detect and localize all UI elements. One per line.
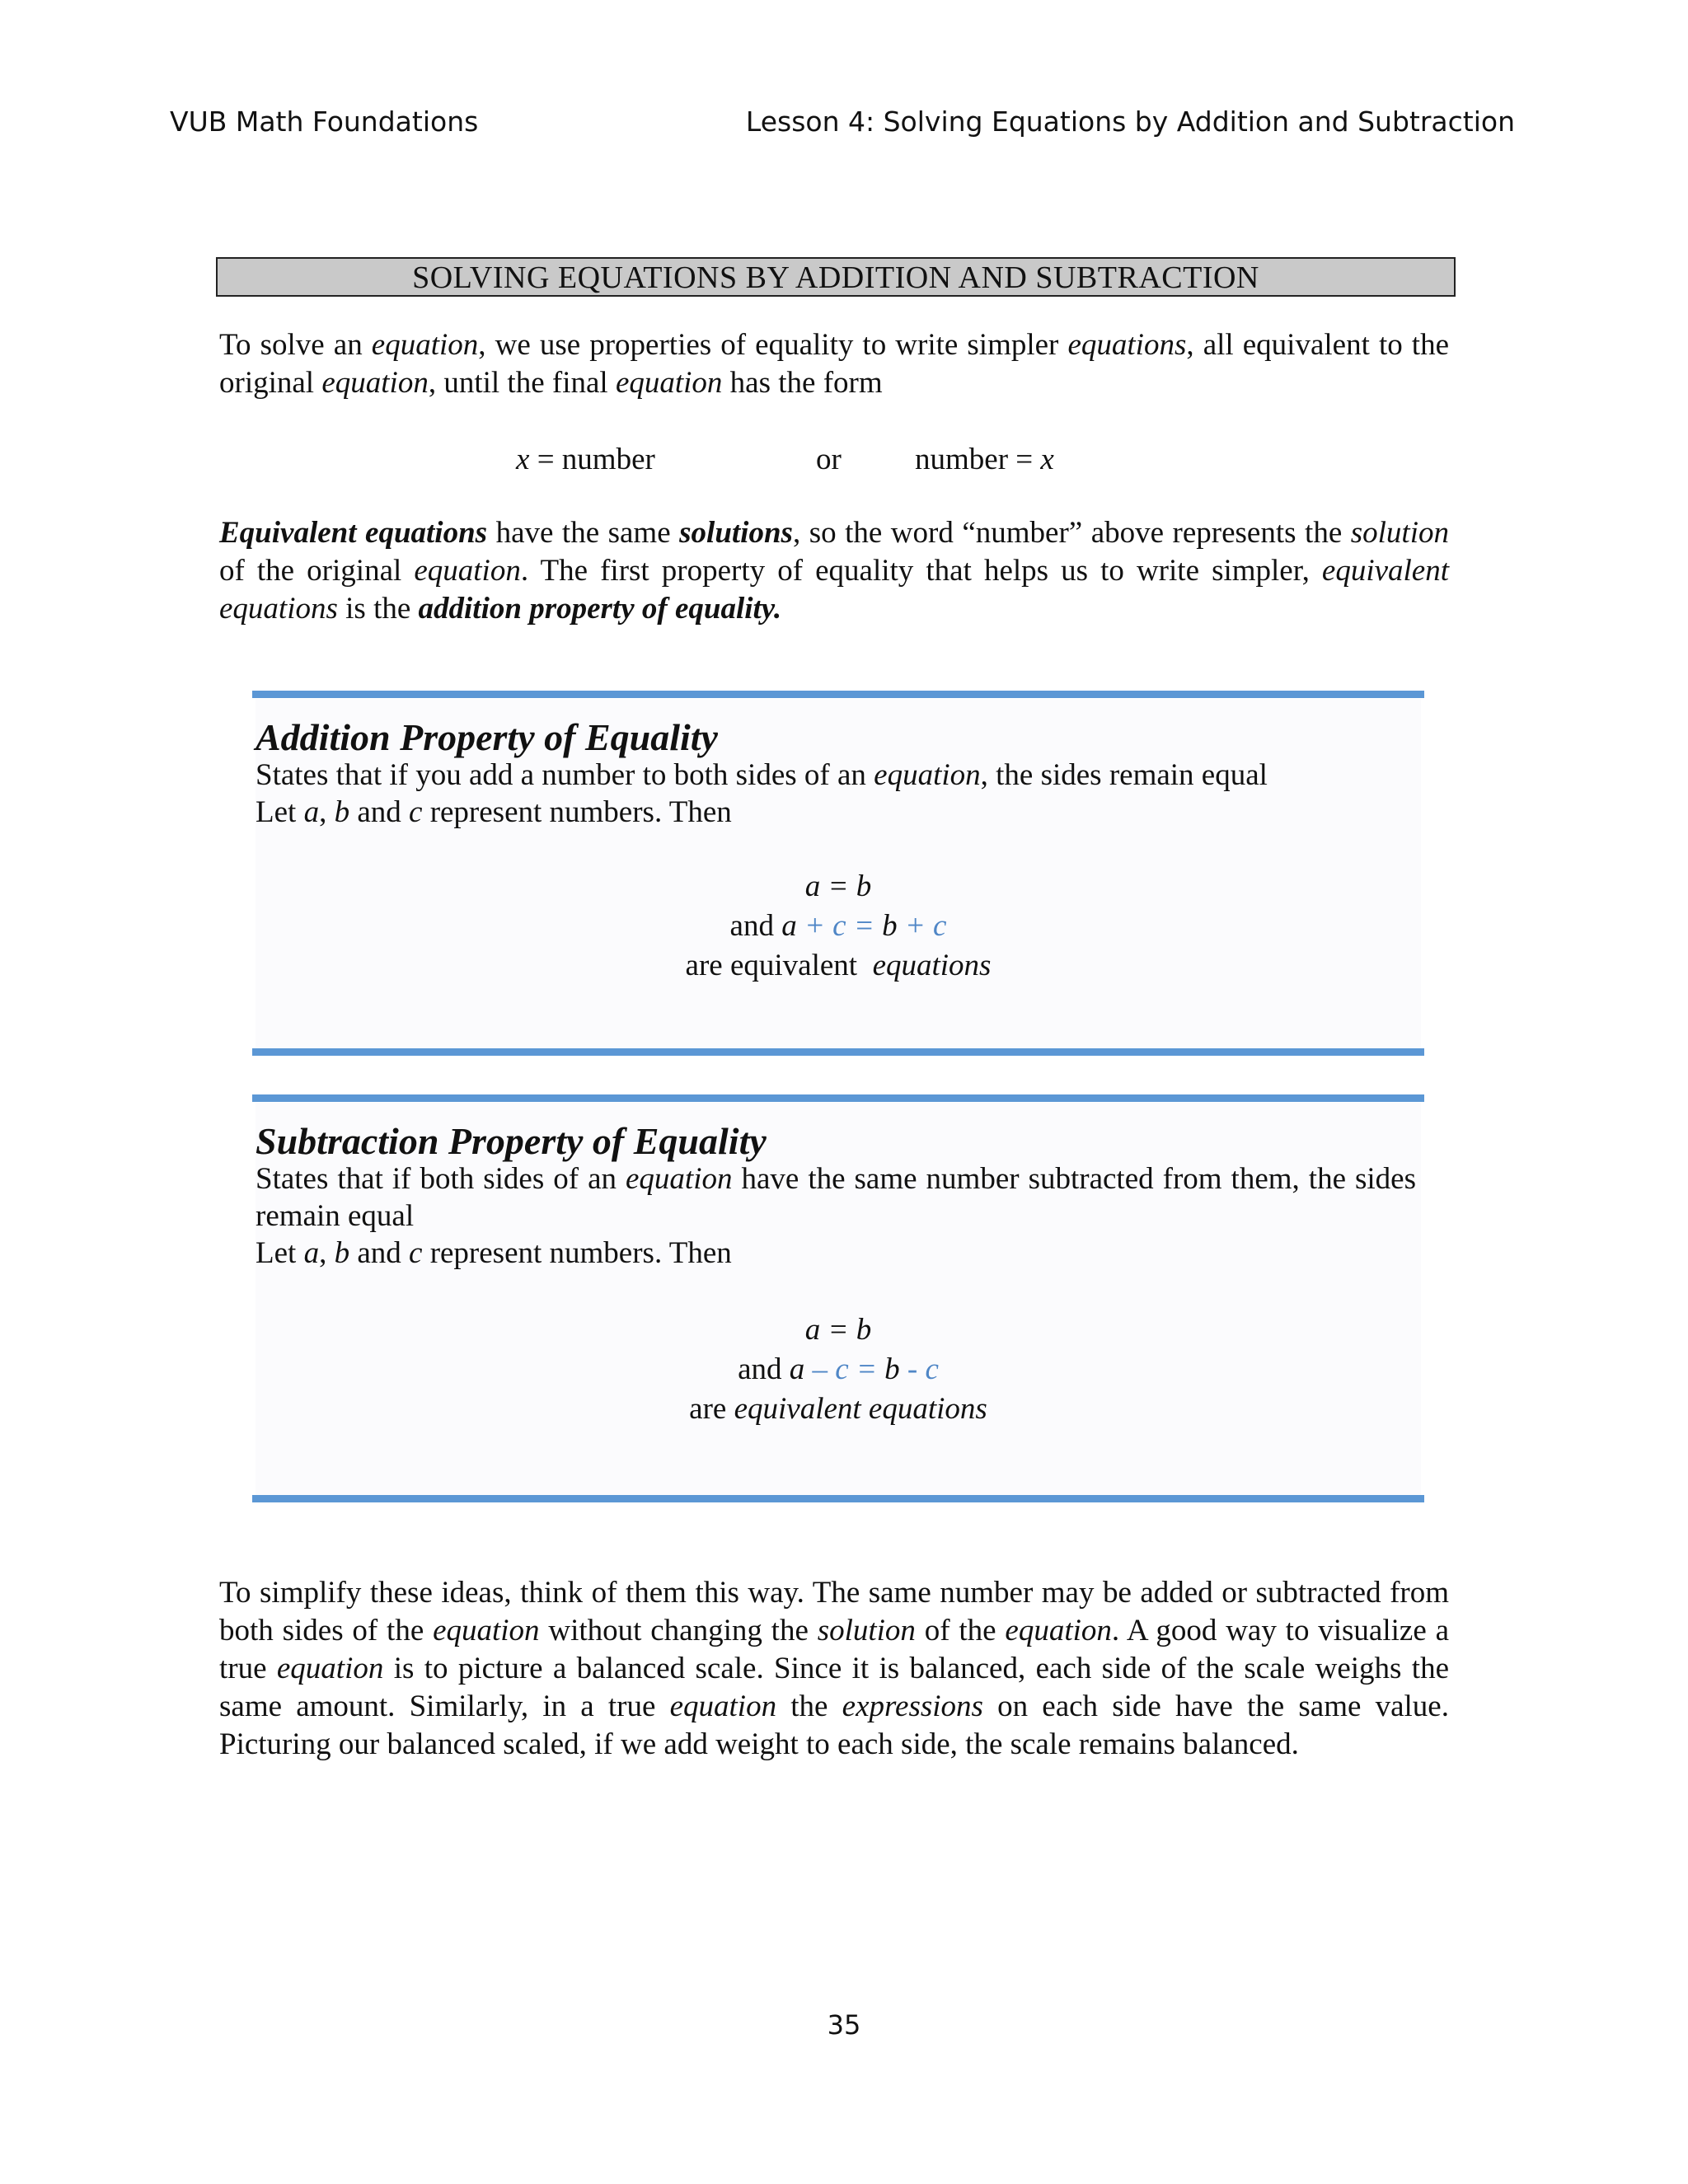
addition-property-title: Addition Property of Equality xyxy=(256,716,718,758)
subtraction-box-top-rule xyxy=(252,1094,1424,1102)
form-or: or xyxy=(816,443,842,476)
subtraction-property-equations xyxy=(256,1310,1421,1429)
subtraction-property-box xyxy=(256,1103,1421,1495)
page-number: 35 xyxy=(827,2009,861,2041)
subtraction-property-statement: States that if both sides of an equation have the same number subtracted from them, the sides remain equal Let a, b and c represent numbers. Then xyxy=(256,1162,1416,1270)
addition-property-statement: States that if you add a number to both sides of an equation, the sides remain equal Let a, b and c represent numbers. Then xyxy=(256,758,1268,829)
equation-add-c: and a + c = b + c xyxy=(729,909,947,943)
addition-box-top-rule xyxy=(252,691,1424,698)
form-x-equals-number: x = number xyxy=(516,443,655,476)
equivalent-equations-note: are equivalent equations xyxy=(689,1392,987,1426)
equation-a-equals-b: a = b xyxy=(804,869,872,903)
subtraction-property-title: Subtraction Property of Equality xyxy=(256,1120,767,1162)
form-number-equals-x: number = x xyxy=(915,443,1054,476)
equation-a-equals-b: a = b xyxy=(804,1313,872,1347)
addition-box-bottom-rule xyxy=(252,1048,1424,1056)
closing-paragraph: To simplify these ideas, think of them this way. The same number may be added or subtracted from both sides of the equation without changing the solution of the equation. A good way to visualize a true equation is to picture a balanced scale. Since it is balanced, each side of the scale weighs the same amount. Similarly, in a true equation the expressions on each side have the same value. Picturing our balanced scaled, if we add weight to each side, the scale remains balanced. xyxy=(219,1576,1449,1761)
subtraction-box-bottom-rule xyxy=(252,1495,1424,1502)
addition-property-equations xyxy=(256,867,1421,986)
running-header-right: Lesson 4: Solving Equations by Addition and Subtraction xyxy=(745,105,1515,138)
intro-paragraph: To solve an equation, we use properties of equality to write simpler equations, all equivalent to the original equation, until the final equation has the form xyxy=(219,328,1450,400)
equation-subtract-c: and a – c = b - c xyxy=(738,1352,939,1386)
section-title: SOLVING EQUATIONS BY ADDITION AND SUBTRACTION xyxy=(216,257,1456,297)
equivalence-paragraph: Equivalent equations have the same solutions, so the word “number” above represents the solution of the original equation. The first property of equality that helps us to write simpler, equivalent equations is the addition property of equality. xyxy=(219,516,1450,626)
addition-property-box xyxy=(256,699,1421,1048)
equivalent-equations-note: are equivalent equations xyxy=(685,949,992,982)
running-header-left: VUB Math Foundations xyxy=(170,105,479,138)
